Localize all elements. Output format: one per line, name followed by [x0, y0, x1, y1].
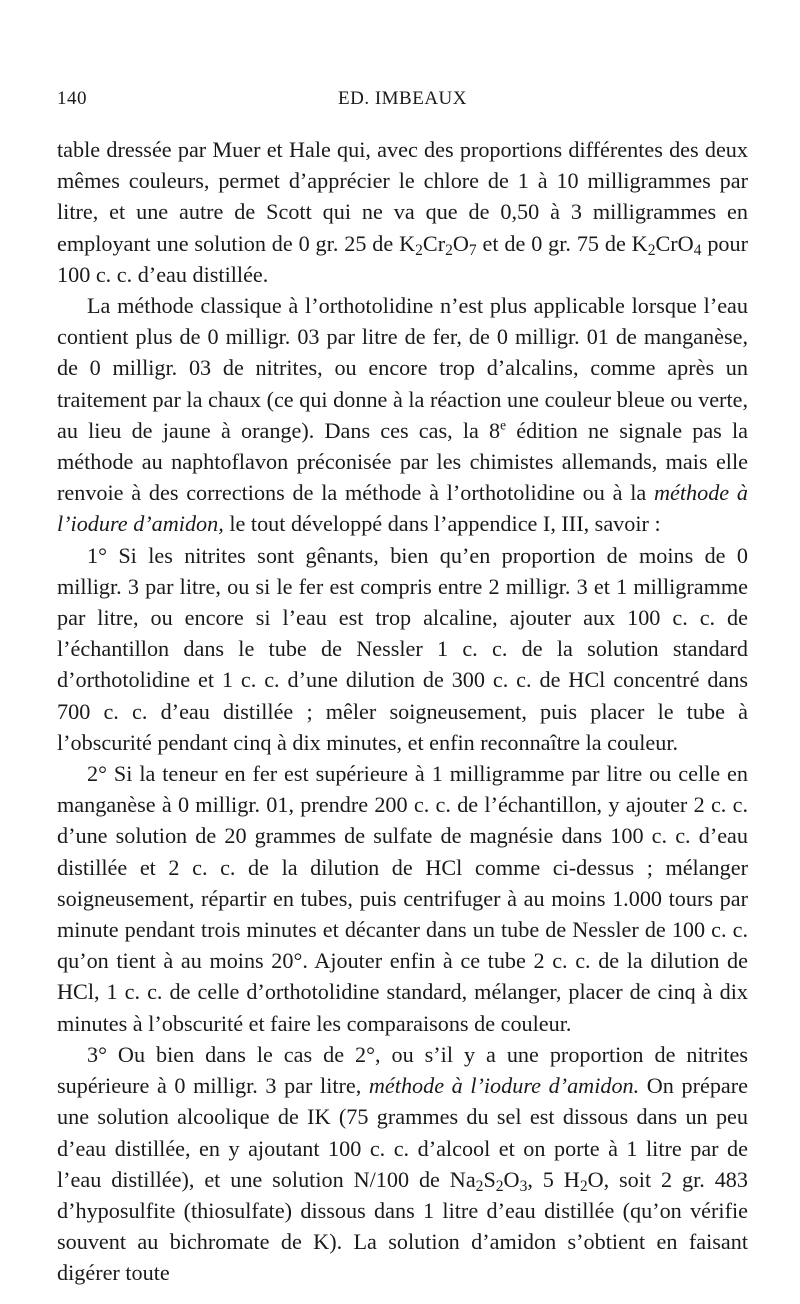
page-header — [57, 88, 748, 114]
body-text — [57, 134, 748, 1289]
paragraph-4: 2° Si la teneur en fer est supérieure à 1 milligramme par litre ou celle en manganèse à 0 milligr. 01, prendre 200 c. c. de l’échantillon, y ajouter 2 c. c. d’une solution de 20 grammes de sulfate de magnésie dans 100 c. c. d’eau distillée et 2 c. c. de la dilution de HCl comme ci-dessus ; mélanger soigneusement, répartir en tubes, puis centrifuger à au moins 1.000 tours par minute pendant trois minutes et décanter dans un tube de Nessler de 100 c. c. qu’on tient à au moins 20°. Ajouter enfin à ce tube 2 c. c. de la dilution de HCl, 1 c. c. de celle d’orthotolidine standard, mélanger, placer de cinq à dix minutes à l’obscurité et faire les comparaisons de couleur. — [57, 761, 748, 1036]
paragraph-3: 1° Si les nitrites sont gênants, bien qu’en proportion de moins de 0 milligr. 3 par litre, ou si le fer est compris entre 2 milligr. 3 et 1 milligramme par litre, ou encore si l’eau est trop alcaline, ajouter aux 100 c. c. de l’échantillon dans le tube de Nessler 1 c. c. de la solution standard d’orthotolidine et 1 c. c. d’une dilution de 300 c. c. de HCl concentré dans 700 c. c. d’eau distillée ; mêler soigneusement, puis placer le tube à l’obscurité pendant cinq à dix minutes, et enfin reconnaître la couleur. — [57, 542, 748, 755]
page-number: 140 — [57, 88, 87, 109]
paragraph-2: La méthode classique à l’orthotolidine n’est plus applicable lorsque l’eau contient plus de 0 milligr. 03 par litre de fer, de 0 milligr. 01 de manganèse, de 0 milligr. 03 de nitrites, ou encore trop d’alcalins, comme après un traitement par la chaux (ce qui donne à la réaction une couleur bleue ou verte, au lieu de jaune à orange). Dans ces cas, la 8e édition ne signale pas la méthode au naphtoflavon préconisée par les chimistes allemands, mais elle renvoie à des corrections de la méthode à l’orthotolidine ou à la méthode à l’iodure d’amidon, le tout développé dans l’appendice I, III, savoir : — [57, 293, 748, 537]
paragraph-1: table dressée par Muer et Hale qui, avec des proportions différentes des deux mêmes couleurs, permet d’apprécier le chlore de 1 à 10 milligrammes par litre, et une autre de Scott qui ne va que de 0,50 à 3 milligrammes en employant une solution de 0 gr. 25 de $K_2Cr_2O_7$ et de 0 gr. 75 de $K_2CrO_4$ pour 100 c. c. d’eau distillée. — [57, 137, 748, 287]
running-head: ED. IMBEAUX — [338, 88, 467, 109]
paragraph-5: 3° Ou bien dans le cas de 2°, ou s’il y a une proportion de nitrites supérieure à 0 milligr. 3 par litre, méthode à l’iodure d’amidon. On prépare une solution alcoolique de IK (75 grammes du sel est dissous dans un peu d’eau distillée, en y ajoutant 100 c. c. d’alcool et on porte à 1 litre par de l’eau distillée), et une solution N/100 de $Na_2S_2O_3$, 5 $H_2O$, soit 2 gr. 483 d’hyposulfite (thiosulfate) dissous dans 1 litre d’eau distillée (qu’on vérifie souvent au bichromate de K). La solution d’amidon s’obtient en faisant digérer toute — [57, 1041, 748, 1286]
